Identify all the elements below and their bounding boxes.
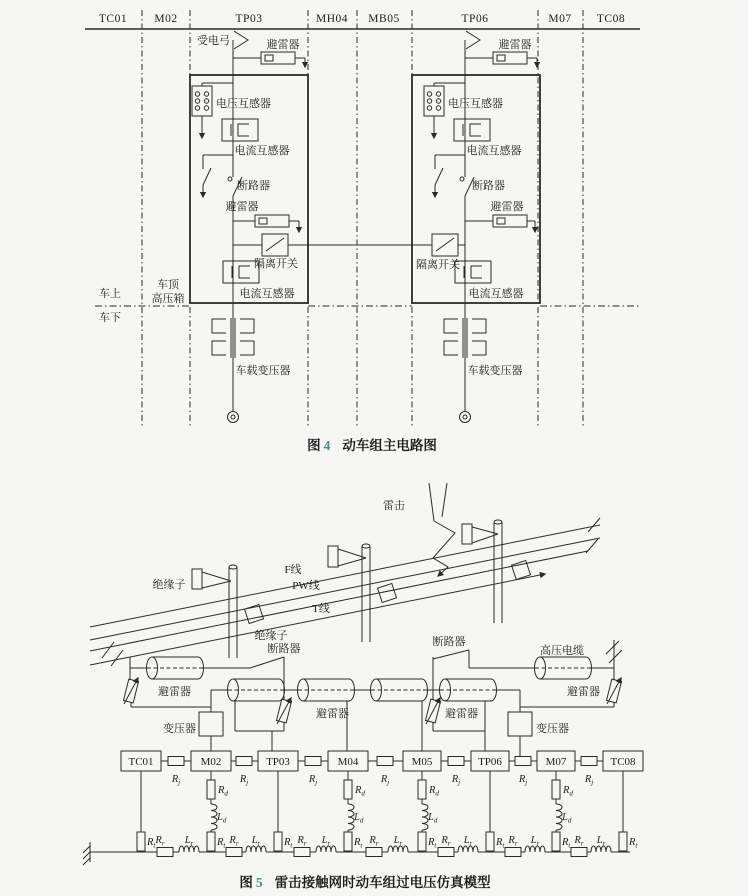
current-transformer-icon [455,261,491,283]
label-Lr: $L_r$ [463,835,473,848]
label-breaker: 断路器 [432,636,466,648]
label-current-transformer: 电流互感器 [239,288,295,300]
insulator-icon [328,546,366,567]
label-insulator: 绝缘子 [254,630,288,642]
header-tp06: TP06 [461,13,489,25]
label-voltage-transformer: 电压互感器 [448,98,503,110]
header-tc01: TC01 [98,13,128,25]
label-onboard-transformer: 车载变压器 [235,365,291,377]
cable-section-icon [228,679,285,701]
cable-section-icon [371,679,428,701]
arrester-icon [425,698,440,724]
label-current-transformer: 电流互感器 [468,288,524,300]
ground-terminal-icon [460,412,471,423]
label-insulator: 绝缘子 [152,579,186,591]
insulator-icon [192,569,231,589]
m02-ground-device [207,771,217,832]
label-Lr: $L_r$ [393,835,403,848]
cable-section-icon [298,679,355,701]
label-Rj: $R_j$ [518,774,528,787]
label-Rt: $R_t$ [354,837,363,850]
label-transformer: 变压器 [536,723,569,735]
rail-inductors [179,846,611,852]
label-Rt: $R_t$ [147,837,156,850]
label-transformer: 变压器 [163,723,196,735]
car-tp06: TP06 [478,756,502,768]
label-roof-box-2: 高压箱 [151,293,185,305]
car-m02: M02 [200,756,222,768]
car-tc01: TC01 [128,756,154,768]
label-Rd: $R_d$ [563,785,573,798]
tp06-roof-equipment [412,31,540,423]
cable-section-icon [440,679,497,701]
label-arrester: 避雷器 [266,39,300,51]
breaker-contact-icon [460,177,464,181]
tp03-roof-equipment [190,31,308,423]
label-Rt: $R_t$ [284,837,293,850]
label-pw-line: PW线 [292,580,320,592]
label-arrester: 避雷器 [225,201,259,213]
label-Lr: $L_r$ [530,835,540,848]
car-m04: M04 [337,756,359,768]
label-Rt: $R_t$ [496,837,505,850]
cable-section-icon [147,657,204,679]
label-arrester: 避雷器 [567,686,600,698]
pantograph-icon [466,31,480,49]
label-t-line: T线 [312,603,330,615]
catenary-system [90,483,600,666]
pantograph-icon [234,31,248,49]
m07-ground-device [552,771,562,832]
label-hv-cable: 高压电缆 [540,645,584,657]
current-transformer-icon [222,119,258,141]
header-mb05: MB05 [368,13,400,25]
lightning-bolt-icon [429,483,455,576]
label-Rt: $R_t$ [428,837,437,850]
label-current-transformer: 电流互感器 [466,145,522,157]
car-m07: M07 [545,756,567,768]
figure4-main-circuit-diagram [85,10,640,428]
figure4-labels [99,13,625,453]
label-Lr: $L_r$ [596,835,606,848]
label-Rr: $R_r$ [574,835,584,848]
label-below-car: 车下 [99,312,121,324]
label-Rd: $R_d$ [218,785,228,798]
label-Lr: $L_r$ [184,835,194,848]
label-arrester: 避雷器 [158,686,191,698]
m04-ground-device [344,771,354,832]
label-Rr: $R_r$ [155,835,165,848]
header-mh04: MH04 [315,13,349,25]
figure5-simulation-model [83,483,643,865]
label-breaker: 断路器 [472,180,505,192]
car-tc08: TC08 [610,756,636,768]
earth-ground-icon [83,842,90,865]
label-disconnector: 隔离开关 [254,258,298,270]
label-Rj: $R_j$ [584,774,594,787]
coupler-resistance-labels [171,774,593,787]
label-breaker: 断路器 [267,643,301,655]
label-Rd: $R_d$ [429,785,439,798]
label-roof-box-1: 车顶 [157,279,179,291]
label-disconnector: 隔离开关 [416,259,460,271]
insulator-icon [462,524,498,544]
header-m07: M07 [548,13,572,25]
label-Rr: $R_r$ [369,835,379,848]
label-arrester: 避雷器 [498,39,532,51]
voltage-transformer-icon [192,86,212,116]
label-Rr: $R_r$ [229,835,239,848]
label-Rj: $R_j$ [171,774,181,787]
label-Rj: $R_j$ [380,774,390,787]
header-tc08: TC08 [596,13,626,25]
label-Rj: $R_j$ [451,774,461,787]
current-transformer-icon [454,119,490,141]
label-arrester: 避雷器 [445,708,478,720]
transformer-icon [508,712,532,736]
hv-cable-icon [535,657,592,679]
label-Rt: $R_t$ [562,837,571,850]
label-Lr: $L_r$ [321,835,331,848]
label-arrester: 避雷器 [316,708,349,720]
label-Lr: $L_r$ [251,835,261,848]
label-Ld: $L_d$ [217,812,227,825]
figure4-caption: 图 4 动车组主电路图 [307,438,437,453]
f-wire [90,525,600,627]
header-m02: M02 [154,13,178,25]
transformer-icon [199,712,223,736]
supply-circuit [123,640,622,757]
label-Rj: $R_j$ [308,774,318,787]
figure5-labels [128,498,638,890]
header-tp03: TP03 [235,13,263,25]
voltage-transformer-icon [424,86,444,116]
label-Rr: $R_r$ [508,835,518,848]
arrester-icon [276,698,291,724]
label-arrester: 避雷器 [490,201,524,213]
label-current-transformer: 电流互感器 [234,145,290,157]
label-Rd: $R_d$ [355,785,365,798]
figure5-caption: 图 5 雷击接触网时动车组过电压仿真模型 [239,875,491,890]
label-Rj: $R_j$ [239,774,249,787]
label-Ld: $L_d$ [562,812,572,825]
ground-device-labels [216,785,573,825]
label-f-line: F线 [284,564,302,576]
label-lightning: 雷击 [383,500,405,512]
breaker-blade-icon [250,657,284,668]
label-breaker: 断路器 [237,180,270,192]
label-above-car: 车上 [99,288,121,300]
label-Rr: $R_r$ [441,835,451,848]
label-Rt: $R_t$ [217,837,226,850]
label-Ld: $L_d$ [428,812,438,825]
arrester-icon [123,678,138,704]
label-onboard-transformer: 车载变压器 [467,365,523,377]
car-tp03: TP03 [266,756,290,768]
breaker-contact-icon [228,177,232,181]
label-Rt: $R_t$ [629,837,638,850]
arrester-icon [606,678,621,704]
label-Ld: $L_d$ [354,812,364,825]
m05-ground-device [418,771,428,832]
car-m05: M05 [411,756,433,768]
label-Rr: $R_r$ [297,835,307,848]
breaker-blade-icon [433,650,469,659]
ground-terminal-icon [228,412,239,423]
column-headers [99,13,625,25]
label-pantograph: 受电弓 [197,35,230,47]
label-voltage-transformer: 电压互感器 [216,98,271,110]
